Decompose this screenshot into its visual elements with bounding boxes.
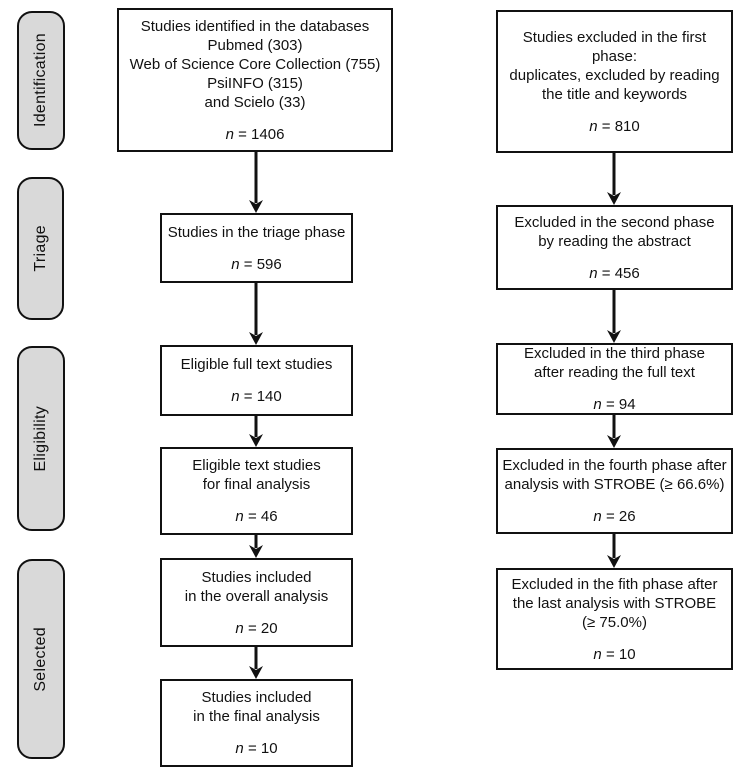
box-excluded-phase5-text: Excluded in the fith phase after the last analysis with STROBE (≥ 75.0%) — [511, 575, 718, 631]
count-line: n = 1406 — [225, 125, 285, 143]
box-included-overall-analysis — [160, 558, 353, 647]
count-line: n = 26 — [593, 508, 636, 525]
arrow-right-3 — [607, 415, 621, 448]
arrow-left-3 — [249, 416, 263, 447]
arrow-right-2 — [607, 290, 621, 343]
box-excluded-phase2 — [496, 205, 733, 290]
stage-identification — [17, 11, 65, 150]
box-included-final-analysis — [160, 679, 353, 767]
arrow-right-1 — [607, 153, 621, 205]
arrow-right-4 — [607, 534, 621, 568]
stage-eligibility — [17, 346, 65, 531]
box-excluded-phase3-text: Excluded in the third phase after reading the full text — [524, 345, 705, 381]
box-eligible-final-analysis — [160, 447, 353, 535]
stage-triage-label: Triage — [31, 225, 49, 272]
box-triage-phase — [160, 213, 353, 283]
box-excluded-phase1-text: Studies excluded in the first phase: duplicates, excluded by reading the title and keywords — [509, 28, 720, 103]
box-excluded-phase5 — [496, 568, 733, 670]
count-line: n = 46 — [235, 508, 278, 525]
box-studies-identified-text: Studies identified in the databases Pubmed (303) Web of Science Core Collection (755) PsiINFO (315) and Scielo (33) — [129, 17, 381, 111]
box-excluded-phase4 — [496, 448, 733, 534]
count-line: n = 10 — [593, 645, 636, 663]
box-excluded-phase3 — [496, 343, 733, 415]
box-excluded-phase1 — [496, 10, 733, 153]
stage-triage — [17, 177, 64, 320]
box-triage-phase-text: Studies in the triage phase — [167, 223, 346, 241]
count-line: n = 596 — [231, 255, 282, 273]
box-eligible-full-text — [160, 345, 353, 416]
stage-identification-label: Identification — [32, 33, 49, 128]
arrow-left-5 — [249, 647, 263, 679]
count-line: n = 140 — [231, 388, 282, 405]
arrow-left-1 — [249, 152, 263, 213]
stage-eligibility-label: Eligibility — [32, 405, 49, 472]
arrow-left-4 — [249, 535, 263, 558]
box-excluded-phase2-text: Excluded in the second phase by reading the abstract — [514, 213, 715, 250]
count-line: n = 10 — [235, 740, 278, 757]
box-included-final-analysis-text: Studies included in the final analysis — [193, 689, 320, 725]
box-studies-identified — [117, 8, 393, 152]
box-eligible-full-text-text: Eligible full text studies — [180, 356, 333, 373]
count-line: n = 94 — [593, 396, 636, 413]
box-included-overall-analysis-text: Studies included in the overall analysis — [184, 568, 329, 605]
arrow-left-2 — [249, 283, 263, 345]
stage-selected-label: Selected — [32, 626, 49, 692]
count-line: n = 456 — [589, 264, 640, 282]
box-eligible-final-analysis-text: Eligible text studies for final analysis — [192, 457, 321, 493]
count-line: n = 20 — [235, 619, 278, 637]
box-excluded-phase4-text: Excluded in the fourth phase after analysis with STROBE (≥ 66.6%) — [502, 457, 727, 493]
stage-selected — [17, 559, 65, 759]
count-line: n = 810 — [589, 117, 640, 135]
